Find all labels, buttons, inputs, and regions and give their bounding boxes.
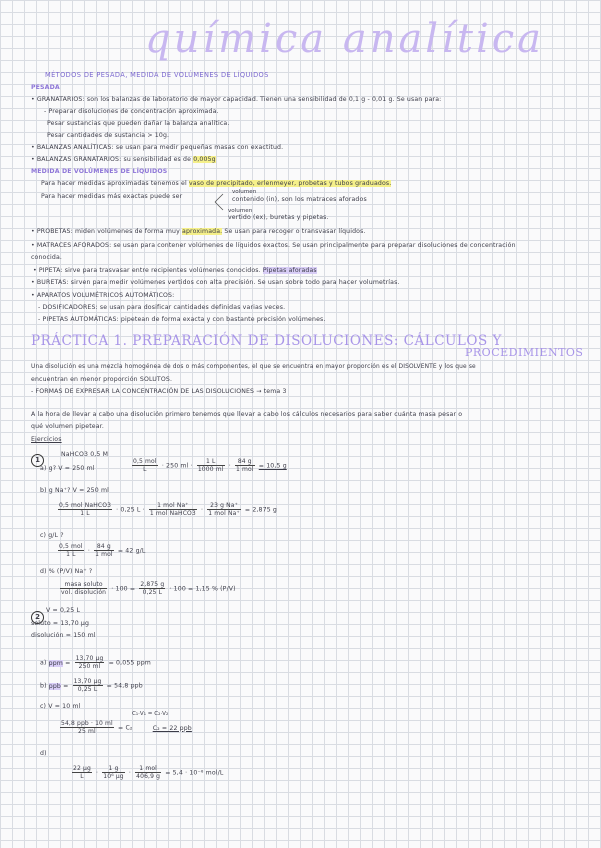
- pesada-line-5: • BALANZAS ANALÍTICAS: se usan para medir pequeñas masas con exactitud.: [31, 144, 284, 151]
- ex1-c-frac2: $\frac{84 g}{\text{1 mol}}$: [95, 543, 113, 558]
- ex1-c-result: = 42 g/L: [117, 547, 146, 555]
- medida-branch-1-text: contenido (in), son los matraces aforados: [232, 196, 367, 203]
- ex1-d-question: d) % (P/V) Na⁺ ?: [40, 568, 93, 575]
- pesada-line-2: - Preparar disoluciones de concentración aproximada.: [44, 108, 219, 115]
- page-title: química analítica: [145, 16, 545, 62]
- pipetas-aforadas: Pipetas aforadas: [262, 267, 317, 274]
- probetas-text: • PROBETAS: miden volúmenes de forma muy: [31, 228, 180, 235]
- ex2-d-result: = 5,4 · 10⁻⁸ mol/L: [165, 769, 224, 777]
- ex1-d-mid: · 100 =: [111, 585, 136, 593]
- ex2-d-frac1: $\frac{22 \mu g}{L}$: [73, 765, 91, 780]
- exercise-1-label: NaHCO3 0,5 M: [61, 451, 109, 458]
- ex1-a-result: = 10,5 g: [258, 462, 287, 470]
- ex2-d-label: d): [40, 750, 47, 757]
- bullet-dosificadores: - DOSIFICADORES: se usan para dosificar cantidades definidas varias veces.: [38, 304, 286, 311]
- ex1-a-mid: · 250 ml ·: [161, 462, 193, 470]
- bullet-pipeta: [33, 267, 317, 274]
- ex2-c-frac: $\frac{\text{54,8 ppb · 10 ml}}{25 ml}$: [61, 720, 113, 735]
- ex2-c-label: c) V = 10 ml: [40, 703, 81, 710]
- practica-par-3: A la hora de llevar a cabo una disolución primero tenemos que llevar a cabo los cálculos necesarios para saber cuánta masa pesar o: [31, 411, 463, 418]
- branch-1-word: volumen: [232, 189, 257, 195]
- ex1-d-result: · 100 = 1,15 % (P/V): [169, 585, 236, 593]
- bullet-matraces: • MATRACES AFORADOS: se usan para contener volúmenes de líquidos exactos. Se usan principalmente para preparar disoluciones de concentración: [31, 242, 516, 249]
- ex1-c-calc: $\frac{\text{0,5 mol}}{1 L}$ · $\frac{84 g}{\text{1 mol}}$ = 42 g/L: [59, 543, 146, 558]
- probetas-text-2: Se usan para recoger o transvasar líquidos.: [224, 228, 366, 235]
- ex2-a-result: = 0,055 ppm: [108, 659, 151, 667]
- bullet-automaticos: • APARATOS VOLUMÉTRICOS AUTOMÁTICOS:: [31, 292, 175, 299]
- ex2-d-frac2: $\frac{1 g}{\text{10⁶ μg}}$: [103, 765, 124, 780]
- ex1-a-question: a) g? V = 250 ml: [40, 465, 95, 472]
- ex1-b-frac1: $\frac{\text{0,5 mol NaHCO3}}{1 L}$: [59, 502, 112, 517]
- medida-line-1: [41, 180, 391, 187]
- ex2-d-calc: $\frac{22 \mu g}{L}$ · $\frac{1 g}{\text{10⁶ μg}}$ · $\frac{\text{1 mol}}{406,9 g}$ = 5,4 · 10⁻⁸ mol/L: [73, 765, 224, 780]
- ejercicios-label: Ejercicios: [31, 436, 62, 443]
- ex2-volume: V = 0,25 L: [46, 607, 81, 614]
- ex1-a-frac2: $\frac{1 L}{1000 ml}$: [197, 458, 224, 473]
- ex1-d-frac2: $\frac{2,875 g}{0,25 L}$: [140, 581, 165, 596]
- ex1-b-calc: $\frac{\text{0,5 mol NaHCO3}}{1 L}$ · 0,25 L · $\frac{\text{1 mol Na⁺}}{\text{1 mol NaHCO3}}$ · $\frac{\text{23 g Na⁺}}{\text{1 mol Na⁺}}$ = 2,875 g: [59, 502, 277, 517]
- heading-medida: MEDIDA DE VOLÚMENES DE LÍQUIDOS: [31, 168, 168, 175]
- medida-aprox-instruments: vaso de precipitado, erlenmeyer, probetas y tubos graduados.: [188, 180, 392, 187]
- pesada-sensitivity-value: 0,005g: [193, 156, 216, 163]
- practica-title: PRÁCTICA 1. PREPARACIÓN DE DISOLUCIONES: CÁLCULOS Y: [31, 333, 502, 349]
- section-heading-metodos: MÉTODOS DE PESADA, MEDIDA DE VOLÚMENES DE LÍQUIDOS: [45, 71, 269, 79]
- ex2-c-calc: [58, 720, 192, 735]
- heading-pesada: PESADA: [31, 84, 60, 91]
- bullet-buretas: • BURETAS: sirven para medir volúmenes vertidos con alta precisión. Se usan sobre todo para hacer volumetrías.: [31, 279, 400, 286]
- medida-branch-2: volumen: [228, 208, 253, 214]
- ex2-c-mid: = C₂: [118, 724, 133, 732]
- ex1-a-frac3: $\frac{84 g}{\text{1 mol}}$: [235, 458, 254, 473]
- ex1-b-frac3: $\frac{\text{23 g Na⁺}}{\text{1 mol Na⁺}}$: [208, 502, 240, 517]
- ex2-soluto: soluto = 13,70 μg: [31, 620, 90, 627]
- pesada-line-1: • GRANATARIOS: son los balanzas de laboratorio de mayor capacidad. Tienen una sensibilidad de 0,1 g - 0,01 g. Se usan para:: [31, 96, 442, 103]
- ex2-b: b) ppb = $\frac{13,70 \mu g}{0,25 L}$ = 54,8 ppb: [40, 678, 143, 693]
- ex1-d-calc: [58, 581, 236, 596]
- probetas-aproximada: aproximada.: [182, 228, 223, 235]
- bullet-probetas: [31, 228, 366, 235]
- ex2-b-label: b): [40, 682, 47, 690]
- ex2-c-result: C₂ = 22 ppb: [152, 724, 192, 732]
- ex2-d-frac3: $\frac{\text{1 mol}}{406,9 g}$: [136, 765, 161, 780]
- ex2-b-result: = 54,8 ppb: [106, 682, 143, 690]
- bullet-pipetas-automaticas: - PIPETAS AUTOMÁTICAS: pipetean de forma exacta y con bastante precisión volúmenes.: [38, 316, 326, 323]
- ex2-b-ppb: ppb: [48, 682, 62, 690]
- ex1-a-calc: $\frac{\text{0,5 mol}}{L}$ · 250 ml · $\frac{1 L}{1000 ml}$ · $\frac{84 g}{\text{1 mol}}$ = 10,5 g: [133, 458, 287, 473]
- exercise-2-circle: 2: [31, 611, 44, 624]
- medida-line-1-text: Para hacer medidas aproximadas tenemos el: [41, 180, 187, 187]
- medida-line-2: Para hacer medidas más exactas puede ser: [41, 193, 183, 200]
- pesada-line-6: [31, 156, 216, 163]
- ex1-a-frac1: $\frac{\text{0,5 mol}}{L}$: [133, 458, 157, 473]
- ex1-c-frac1: $\frac{\text{0,5 mol}}{1 L}$: [59, 543, 83, 558]
- pesada-line-3: Pesar sustancias que pueden dañar la balanza analítica.: [47, 120, 230, 127]
- ex2-a: a) ppm = $\frac{13,70 \mu g}{250 ml}$ = 0,055 ppm: [40, 655, 151, 670]
- ex2-disolucion: disolución = 150 ml: [31, 632, 96, 639]
- practica-par-2: - FORMAS DE EXPRESAR LA CONCENTRACIÓN DE LAS DISOLUCIONES → tema 3: [31, 388, 287, 395]
- practica-par-3b: qué volumen pipetear.: [31, 423, 104, 430]
- exercise-1-number: [31, 447, 44, 467]
- medida-branch-2-text: vertido (ex), buretas y pipetas.: [228, 214, 329, 221]
- practica-par-1: Una disolución es una mezcla homogénea de dos o más componentes, el que se encuentra en mayor proporción es el DISOLVENTE y los que se: [31, 364, 476, 370]
- ex2-a-label: a): [40, 659, 47, 667]
- ex1-b-frac2: $\frac{\text{1 mol Na⁺}}{\text{1 mol NaHCO3}}$: [149, 502, 196, 517]
- ex2-b-frac: $\frac{13,70 \mu g}{0,25 L}$: [73, 678, 102, 693]
- bullet-matraces-2: conocida.: [31, 254, 63, 261]
- pesada-line-6-text: • BALANZAS GRANATARIOS: su sensibilidad es de: [31, 156, 192, 163]
- practica-title-2: PROCEDIMIENTOS: [465, 346, 584, 359]
- exercise-1-circle: 1: [31, 454, 44, 467]
- ex2-a-ppm: ppm: [48, 659, 63, 667]
- ex1-c-question: c) g/L ?: [40, 532, 64, 539]
- ex2-a-frac: $\frac{13,70 \mu g}{250 ml}$: [75, 655, 104, 670]
- ex1-b-mid: · 0,25 L ·: [116, 506, 145, 514]
- ex1-b-result: = 2,875 g: [244, 506, 277, 514]
- pesada-line-4: Pesar cantidades de sustancia > 10g.: [47, 132, 170, 139]
- pipeta-text: • PIPETA: sirve para trasvasar entre recipientes volúmenes conocidos.: [33, 267, 261, 274]
- practica-par-1b: encuentran en menor proporción SOLUTOS.: [31, 376, 173, 383]
- ex1-d-frac1: $\frac{\text{masa soluto}}{\text{vol. disolución}}$: [61, 581, 107, 596]
- ex1-b-question: b) g Na⁺? V = 250 ml: [40, 487, 110, 494]
- medida-branch-1: [232, 189, 256, 195]
- ex2-c-equation: C₁·V₁ = C₂·V₂: [132, 711, 169, 717]
